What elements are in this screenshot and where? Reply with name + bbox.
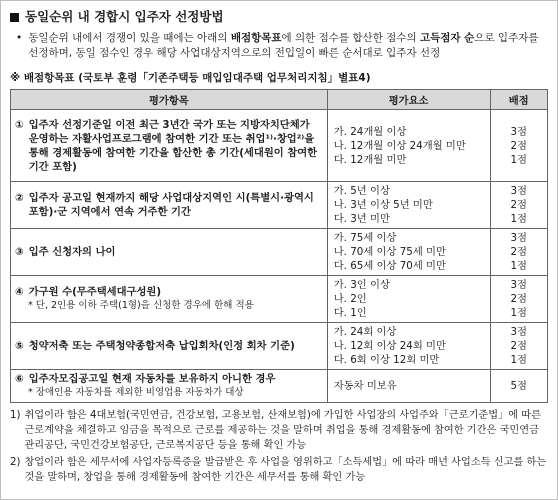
intro-part-3: 으로 입주자를 선정하며, 동일 점수인 경우 해당 사업대상지역으로의 전입일이 빠른 순서대로 입주자 선정 (28, 32, 539, 59)
row-requirement-cell (327, 229, 490, 276)
intro-bold-1: 배점항목표 (230, 32, 282, 44)
footnote-label: 2) (10, 457, 21, 468)
header-item: 평가항목 (11, 90, 328, 110)
score-value: 3점 (510, 232, 527, 244)
row-item-cell (11, 110, 328, 182)
footnotes (10, 408, 548, 485)
score-table-heading: ※ 배점항목표 (국토부 훈령「기존주택등 매입임대주택 업무처리지침」별표4) (10, 72, 371, 84)
requirement-line: 가. 3인 이상 (333, 279, 390, 291)
row-item-cell (11, 370, 328, 403)
intro-text (28, 31, 546, 61)
footnote-text: 창업이라 함은 세무서에 사업자등록증을 발급받은 후 사업을 영위하고「소득세법」에 따라 매년 사업소득 신고를 하는 것을 말하며, 창업을 통해 경제활동에 참여한 기간은 세무서를 통해 확인 가능 (24, 457, 547, 483)
score-value: 1점 (510, 260, 527, 272)
requirement-line: 가. 24회 이상 (333, 326, 397, 338)
row-requirement-cell (327, 182, 490, 229)
row-item-cell (11, 229, 328, 276)
header-score: 배점 (490, 90, 547, 110)
requirement-line: 자동차 미보유 (333, 380, 397, 392)
header-requirement: 평가요소 (327, 90, 490, 110)
table-row (11, 370, 548, 403)
row-item-text: 가구원 수(무주택세대구성원) (28, 286, 162, 298)
row-requirement-cell (327, 370, 490, 403)
table-row (11, 276, 548, 323)
row-item-cell (11, 182, 328, 229)
row-item-text: 입주 신청자의 나이 (28, 246, 116, 258)
intro-part-1: 동일순위 내에서 경쟁이 있을 때에는 아래의 (28, 32, 231, 44)
table-row (11, 110, 548, 182)
row-item-cell (11, 323, 328, 370)
score-table (10, 89, 548, 403)
row-item-text: 입주자 선정기준일 이전 최근 3년간 국가 또는 지방자치단체가 운영하는 자활사업프로그램에 참여한 기간 또는 취업¹⁾·창업²⁾을 통해 경제활동에 참여한 기간을 합산한 총 기간(세대원이 참여한 기간 포함) (28, 118, 318, 173)
intro-part-2: 에 의한 점수를 합산한 점수의 (281, 32, 420, 44)
bullet-dot-icon: • (16, 32, 23, 44)
score-value: 2점 (510, 199, 527, 211)
row-item-cell (11, 276, 328, 323)
footnote-text: 취업이라 함은 4대보험(국민연금, 건강보험, 고용보험, 산재보험)에 가입한 사업장의 사업주와「근로기준법」에 따른 근로계약을 체결하고 임금을 목적으로 근로를 제공하는 것을 말하며 취업을 통해 경제활동에 참여한 기간은 국민연금관리공단, 국민건강보험공단, 근로복지공단 등을 통해 확인 가능 (24, 410, 541, 451)
score-value: 3점 (510, 125, 527, 138)
score-value: 1점 (510, 213, 527, 225)
row-score-cell (490, 276, 547, 323)
section-title (10, 9, 548, 25)
footnote-2 (10, 455, 548, 485)
row-number: ① (15, 118, 24, 131)
row-item-note: * 장애인용 자동차를 제외한 비영업용 자동차가 대상 (28, 387, 244, 398)
row-item-text: 입주자모집공고일 현재 자동차를 보유하지 아니한 경우 (28, 373, 276, 385)
requirement-line: 다. 65세 이상 70세 미만 (333, 260, 446, 272)
table-row (11, 229, 548, 276)
requirement-line: 나. 70세 이상 75세 미만 (333, 246, 446, 258)
score-value: 3점 (510, 326, 527, 338)
row-number: ⑥ (15, 373, 24, 385)
requirement-line: 다. 6회 이상 12회 미만 (333, 354, 440, 366)
row-item-title (15, 285, 322, 299)
row-item-title (15, 245, 322, 259)
row-score-cell (490, 370, 547, 403)
row-score-cell (490, 323, 547, 370)
row-item-note: * 단, 2인용 이하 주택(1형)을 신청한 경우에 한해 적용 (28, 300, 254, 311)
row-item-text: 청약저축 또는 주택청약종합저축 납입회차(인정 회차 기준) (28, 340, 295, 352)
square-bullet-icon (10, 13, 19, 22)
row-score-cell (490, 229, 547, 276)
score-value: 5점 (510, 380, 527, 392)
requirement-line: 다. 1인 (333, 307, 367, 319)
row-item-text: 입주자 공고일 현재까지 해당 사업대상지역인 시(특별시·광역시 포함)·군 지역에서 연속 거주한 기간 (28, 192, 314, 218)
score-value: 1점 (510, 354, 527, 366)
row-number: ④ (15, 286, 24, 298)
score-value: 3점 (510, 279, 527, 291)
requirement-line: 나. 12개월 이상 24개월 미만 (333, 139, 466, 152)
row-item-title (15, 191, 322, 219)
row-number: ⑤ (15, 340, 24, 352)
requirement-line: 가. 75세 이상 (333, 232, 397, 244)
intro-bold-2: 고득점자 순 (419, 32, 475, 44)
row-requirement-cell (327, 276, 490, 323)
score-value: 1점 (510, 153, 527, 166)
score-value: 2점 (510, 246, 527, 258)
intro-paragraph (16, 31, 546, 61)
score-value: 3점 (510, 185, 527, 197)
row-number: ③ (15, 246, 24, 258)
table-row (11, 182, 548, 229)
requirement-line: 다. 12개월 미만 (333, 153, 407, 166)
score-value: 2점 (510, 340, 527, 352)
row-requirement-cell (327, 323, 490, 370)
row-item-title (15, 339, 322, 353)
section-title-text: 동일순위 내 경합시 입주자 선정방법 (25, 9, 224, 24)
row-item-title (15, 118, 322, 174)
table-row (11, 323, 548, 370)
row-score-cell (490, 182, 547, 229)
requirement-line: 나. 3년 이상 5년 미만 (333, 199, 433, 211)
requirement-line: 가. 5년 이상 (333, 185, 390, 197)
requirement-line: 다. 3년 미만 (333, 213, 390, 225)
row-item-title (15, 372, 322, 386)
footnote-label: 1) (10, 410, 21, 421)
score-value: 2점 (510, 293, 527, 305)
footnote-1 (10, 408, 548, 453)
score-value: 2점 (510, 139, 527, 152)
requirement-line: 가. 24개월 이상 (333, 125, 407, 138)
requirement-line: 나. 2인 (333, 293, 367, 305)
row-number: ② (15, 192, 24, 204)
requirement-line: 나. 12회 이상 24회 미만 (333, 340, 446, 352)
table-header-row (11, 90, 548, 110)
score-value: 1점 (510, 307, 527, 319)
row-score-cell (490, 110, 547, 182)
row-requirement-cell (327, 110, 490, 182)
